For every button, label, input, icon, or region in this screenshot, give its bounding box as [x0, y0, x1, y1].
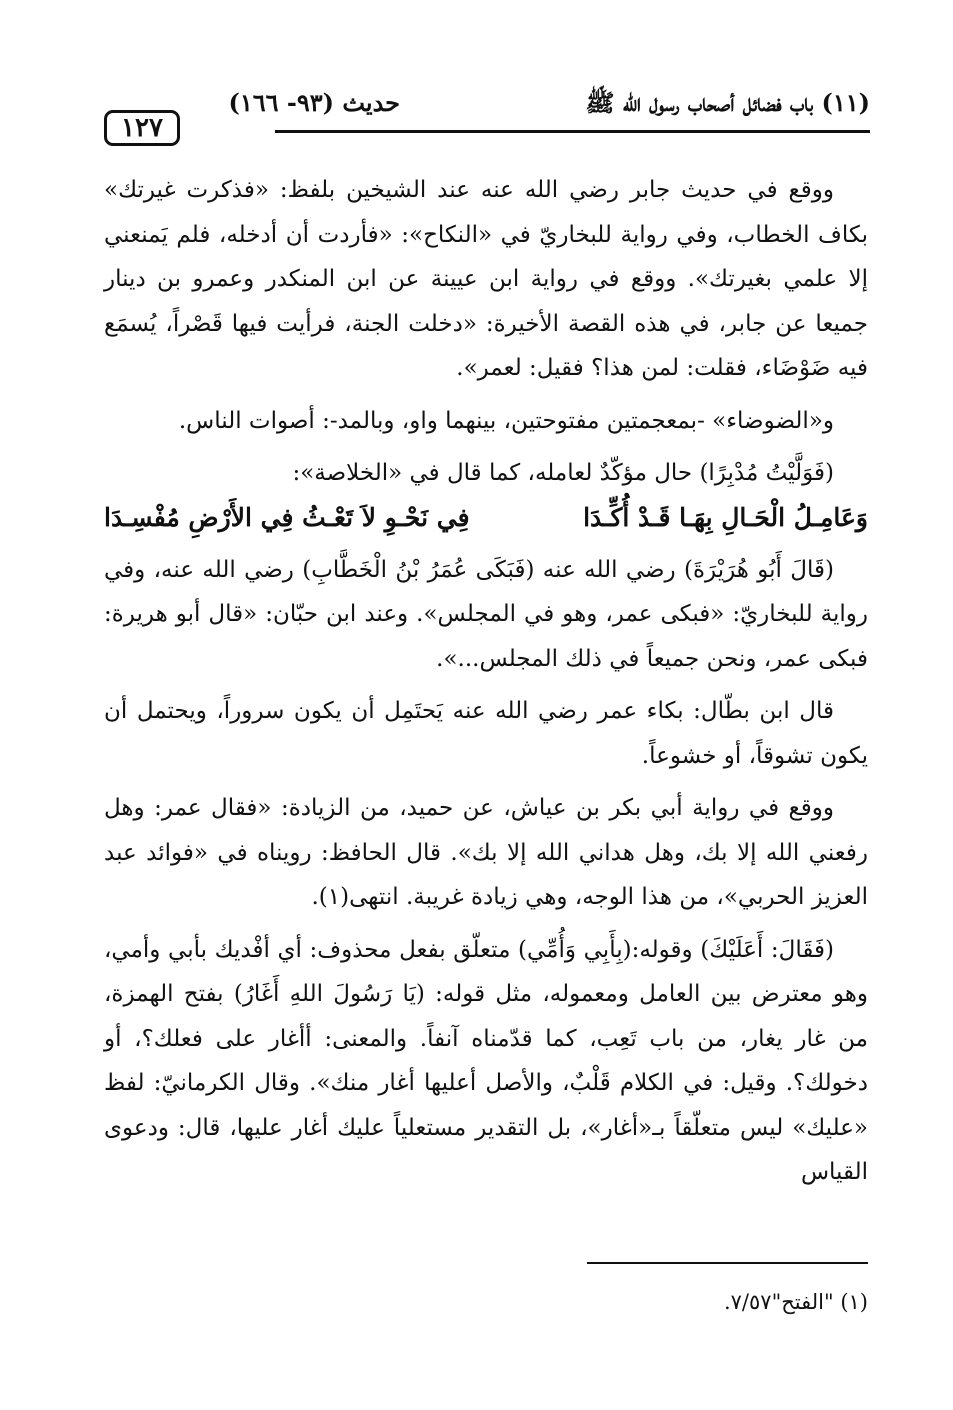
page-number: ١٢٧ [104, 110, 180, 146]
paragraph: (فَقَالَ: أَعَلَيْكَ) وقوله:(بِأَبِي وَأُمِّي) متعلّق بفعل محذوف: أي أفْديك بأبي وأمي، وهو معترض بين العامل ومعموله، مثل قوله: (يَا رَسُولَ اللهِ أَغَارُ) بفتح الهمزة، من غار يغار، من باب تَعِب، كما قدّمناه آنفاً. والمعنى: أأغار على فعلك؟، أو دخولك؟. وقيل: في الكلام قَلْبٌ، والأصل أعليها أغار منك». وقال الكرمانيّ: لفظ «عليك» ليس متعلّقاً بـ«أغار»، بل التقدير مستعلياً عليك أغار عليها، قال: ودعوى القياس [104, 936, 868, 1185]
hadith-range: حديث (٩٣- ١٦٦) [228, 88, 400, 117]
poetry-verse [104, 496, 868, 540]
header-rule [275, 130, 870, 133]
verse-first-hemistich: وَعَامِـلُ الْحَـالِ بِهَـا قَـدْ أُكِّـدَا [583, 502, 868, 532]
verse-second-hemistich: فِي نَحْـوِ لاَ تَعْـثُ فِي الأَرْضِ مُفْسِـدَا [104, 502, 470, 532]
paragraph: قال ابن بطّال: بكاء عمر رضي الله عنه يَحتَمِل أن يكون سروراً، ويحتمل أن يكون تشوقاً، أو خشوعاً. [104, 698, 868, 769]
paragraph: ووقع في حديث جابر رضي الله عنه عند الشيخين بلفظ: «فذكرت غيرتك» بكاف الخطاب، وفي رواية للبخاريّ في «النكاح»: «فأردت أن أدخله، فلم يَمنعني إلا علمي بغيرتك». ووقع في رواية ابن عيينة عن ابن المنكدر وعمرو بن دينار جميعا عن جابر، في هذه القصة الأخيرة: «دخلت الجنة، فرأيت فيها قَصْراً، يُسمَع فيه ضَوْضَاء، فقلت: لمن هذا؟ فقيل: لعمر». [104, 177, 868, 381]
chapter-title: (١١) باب فضائل أصحاب رسول الله ﷺ [585, 88, 870, 117]
main-text [104, 168, 868, 1203]
footnote: (١) "الفتح"٧/٥٧. [723, 1290, 868, 1314]
paragraph: ووقع في رواية أبي بكر بن عياش، عن حميد، من الزيادة: «فقال عمر: وهل رفعني الله إلا بك، وهل هداني الله إلا بك». قال الحافظ: رويناه في «فوائد عبد العزيز الحربي»، من هذا الوجه، وهي زيادة غريبة. انتهى(١). [104, 795, 868, 910]
page-header [100, 86, 870, 130]
footnote-separator [587, 1262, 868, 1264]
paragraph: و«الضوضاء» -بمعجمتين مفتوحتين، بينهما واو، وبالمد-: أصوات الناس. [178, 407, 834, 434]
paragraph: (قَالَ أَبُو هُرَيْرَةَ) رضي الله عنه (فَبَكَى عُمَرُ بْنُ الْخَطَّابِ) رضي الله عنه، وفي رواية للبخاريّ: «فبكى عمر، وهو في المجلس». وعند ابن حبّان: «قال أبو هريرة: فبكى عمر، ونحن جميعاً في ذلك المجلس...». [104, 556, 868, 672]
paragraph: (فَوَلَّيْتُ مُدْبِرًا) حال مؤكّدٌ لعامله، كما قال في «الخلاصة»: [292, 460, 834, 486]
